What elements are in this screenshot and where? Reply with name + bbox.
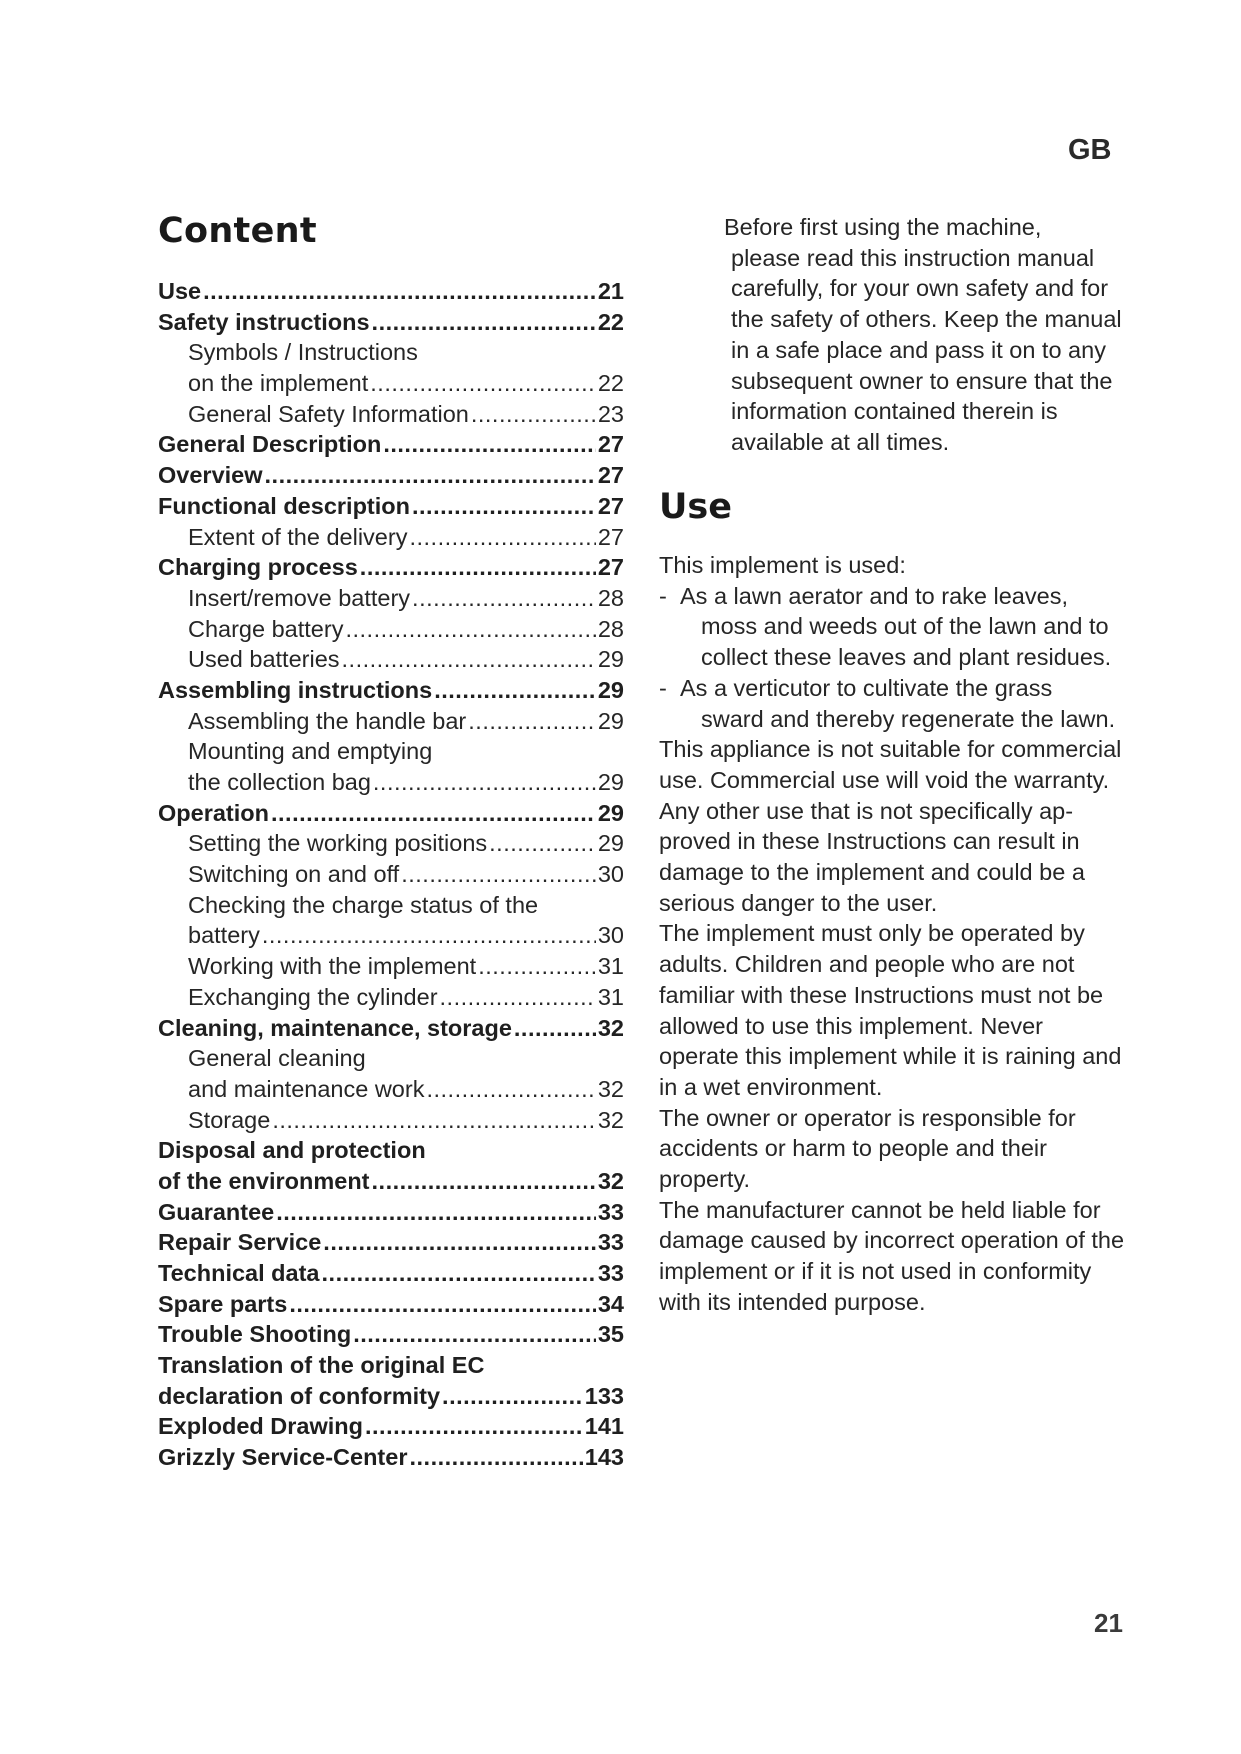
toc-entry-label: Overview [158,462,263,489]
toc-entry-label: Repair Service [158,1229,322,1256]
toc-entry-label: Working with the implement [188,953,477,980]
toc-dot-leader [322,1258,596,1289]
page-number: 21 [1094,1608,1123,1638]
toc-entry [158,1350,624,1381]
toc-entry [158,951,624,982]
toc-entry-label: Cleaning, maintenance, storage [158,1014,512,1041]
bullet-first-line: As a verticutor to cultivate the grass [680,674,1053,701]
toc-dot-leader [262,920,596,951]
toc-entry [158,1411,624,1442]
toc-entry [158,1442,624,1473]
toc-dot-leader [442,1381,583,1412]
use-paragraph: The owner or operator is responsible for accidents or harm to people and their property. [659,1104,1076,1193]
toc-entry-label: Extent of the delivery [188,523,408,550]
toc-entry-label: of the environment [158,1167,370,1194]
toc-dot-leader [353,1319,596,1350]
toc-entry-label: Mounting and emptying [188,738,433,765]
toc-entry [158,429,624,460]
toc-entry-page: 143 [584,1444,624,1471]
toc-entry-page: 30 [597,922,624,949]
toc-entry [158,767,624,798]
toc-entry-label: Safety instructions [158,308,370,335]
toc-entry [158,1319,624,1350]
toc-entry-label: Trouble Shooting [158,1321,352,1348]
toc-entry-label: Setting the working positions [188,830,488,857]
toc-entry [158,583,624,614]
toc-entry-page: 27 [597,492,624,519]
toc-entry-label: Assembling the handle bar [188,707,467,734]
toc-entry-label: Charging process [158,554,358,581]
toc-entry-label: Exploded Drawing [158,1413,363,1440]
toc-title: Content [158,211,317,251]
bullet-text: moss and weeds out of the lawn and to collect these leaves and plant residues. [701,613,1112,671]
toc-entry-page: 29 [597,646,624,673]
toc-entry [158,736,624,767]
toc-entry-page: 29 [597,707,624,734]
toc-entry-label: Translation of the original EC [158,1352,485,1379]
toc-entry-label: Exchanging the cylinder [188,983,438,1010]
toc-entry [158,890,624,921]
toc-entry-label: on the implement [188,370,369,397]
toc-entry [158,1105,624,1136]
toc-dot-leader [409,1442,582,1473]
toc-entry-page: 22 [597,370,624,397]
bullet-dash: - [659,582,667,609]
use-section [659,484,1129,1318]
toc-dot-leader [489,828,596,859]
toc-entry-page: 32 [597,1075,624,1102]
language-code: GB [1068,134,1112,166]
toc-dot-leader [276,1197,596,1228]
use-bullet [659,581,1129,673]
toc-entry [158,1381,624,1412]
toc-entry-label: Spare parts [158,1290,288,1317]
toc-entry [158,1227,624,1258]
toc-entry-label: Technical data [158,1260,320,1286]
toc-entry [158,460,624,491]
toc-dot-leader [409,522,595,553]
toc-entry-page: 35 [597,1321,624,1348]
toc-entry-label: the collection bag [188,769,371,795]
use-bullet [659,673,1129,734]
intro-first-line: Before first using the machine, [724,214,1042,240]
toc-entry [158,675,624,706]
toc-dot-leader [440,982,596,1013]
toc-dot-leader [289,1289,596,1320]
toc-entry [158,1013,624,1044]
toc-entry-label: Functional description [158,492,410,519]
use-paragraph: The implement must only be operated by adults. Children and people who are not familiar with these Instructions must not be allowed to use this implement. Never operate this implement while it is raining and in a wet environment. [659,920,1122,1100]
toc-entry-label: General Description [158,431,382,458]
toc-entry [158,1197,624,1228]
bullet-dash: - [659,674,667,701]
toc-entry [158,1166,624,1197]
toc-entry-page: 28 [597,584,624,611]
toc-entry-label: Symbols / Instructions [188,339,418,366]
toc-entry-label: Used batteries [188,646,340,673]
toc-dot-leader [372,1166,596,1197]
toc-entry-page: 32 [597,1167,624,1194]
toc-entry-page: 29 [597,769,624,795]
toc-dot-leader [471,399,596,430]
toc-entry-page: 29 [597,799,624,826]
toc-entry-page: 32 [597,1014,624,1041]
toc-entry-page: 27 [597,431,624,458]
toc-entry [158,368,624,399]
toc-entry-page: 27 [597,462,624,489]
toc-entry-label: Checking the charge status of the [188,891,539,918]
toc-entry-page: 33 [597,1198,624,1225]
toc-entry-label: General cleaning [188,1045,366,1072]
toc-entry-label: Use [158,278,202,304]
toc-list [158,276,624,1473]
toc-entry [158,828,624,859]
toc-entry [158,1043,624,1074]
toc-dot-leader [468,706,596,737]
use-paragraph: The manufacturer cannot be held liable for damage caused by incorrect operation of the implement or if it is not used in conformity with its intended purpose. [659,1196,1125,1315]
toc-dot-leader [365,1411,583,1442]
toc-dot-leader [383,429,596,460]
toc-entry-page: 31 [597,953,624,980]
toc-dot-leader [373,767,596,798]
toc-dot-leader [478,951,596,982]
toc-entry-page: 33 [597,1260,624,1286]
toc-dot-leader [401,859,596,890]
toc-entry [158,859,624,890]
toc-entry [158,920,624,951]
toc-entry-page: 28 [597,615,624,642]
use-paragraph: Any other use that is not specifically approved in these Instructions can result in damage to the implement and could be a serious danger to the user. [659,797,1085,916]
use-paragraph: This appliance is not suitable for commercial use. Commercial use will void the warranty. [659,736,1122,793]
toc-entry [158,552,624,583]
toc-entry-label: declaration of conformity [158,1382,441,1409]
toc-dot-leader [272,1105,596,1136]
toc-entry-page: 23 [597,400,624,427]
toc-entry [158,1258,624,1289]
intro-text: please read this instruction manual carefully, for your own safety and for the safety of others. Keep the manual in a safe place and pass it on to any subsequent owner to ensure that the information contained therein is available at all times. [731,244,1122,455]
toc-entry [158,276,624,307]
toc-entry-page: 32 [597,1106,624,1133]
toc-entry-page: 141 [584,1413,624,1440]
toc-dot-leader [345,614,595,645]
toc-entry-label: Switching on and off [188,861,400,888]
toc-entry [158,982,624,1013]
toc-dot-leader [434,675,596,706]
toc-dot-leader [372,307,596,338]
use-heading: Use [659,487,732,527]
toc-entry-label: battery [188,922,260,949]
use-intro-line: This implement is used: [659,552,906,578]
toc-dot-leader [271,798,596,829]
toc-entry-page: 30 [597,861,624,888]
intro-notice [724,212,1131,458]
toc-dot-leader [370,368,596,399]
toc-entry [158,1135,624,1166]
toc-dot-leader [360,552,596,583]
toc-entry-page: 133 [584,1382,624,1409]
toc-entry-page: 29 [597,676,624,703]
toc-entry-page: 31 [597,983,624,1010]
toc-dot-leader [514,1013,596,1044]
toc-dot-leader [426,1074,595,1105]
toc-entry [158,307,624,338]
toc-entry-page: 29 [597,830,624,857]
toc-entry-label: Guarantee [158,1198,275,1225]
toc-entry-page: 22 [597,308,624,335]
toc-dot-leader [342,644,596,675]
toc-entry-label: General Safety Information [188,400,469,427]
toc-entry-label: Insert/remove battery [188,584,411,611]
bullet-text: sward and thereby regenerate the lawn. [701,705,1116,732]
toc-entry [158,798,624,829]
toc-dot-leader [203,276,596,307]
toc-entry [158,706,624,737]
toc-entry [158,614,624,645]
toc-entry [158,1074,624,1105]
toc-entry-page: 33 [597,1229,624,1256]
table-of-contents [158,208,624,1473]
toc-entry-label: and maintenance work [188,1075,425,1102]
toc-entry-page: 27 [597,523,624,550]
toc-entry-label: Operation [158,799,269,826]
toc-entry-page: 21 [597,278,624,304]
toc-entry [158,399,624,430]
toc-entry-label: Storage [188,1106,271,1133]
toc-entry-label: Disposal and protection [158,1137,426,1164]
toc-entry [158,644,624,675]
toc-dot-leader [412,491,596,522]
toc-dot-leader [265,460,596,491]
toc-entry-page: 34 [597,1290,624,1317]
toc-entry-label: Assembling instructions [158,676,433,703]
toc-dot-leader [412,583,596,614]
toc-entry [158,491,624,522]
toc-entry [158,1289,624,1320]
toc-entry-label: Charge battery [188,615,344,642]
toc-dot-leader [323,1227,596,1258]
toc-entry-label: Grizzly Service-Center [158,1444,408,1471]
toc-entry-page: 27 [597,554,624,581]
bullet-first-line: As a lawn aerator and to rake leaves, [680,582,1068,609]
toc-entry [158,522,624,553]
toc-entry [158,337,624,368]
